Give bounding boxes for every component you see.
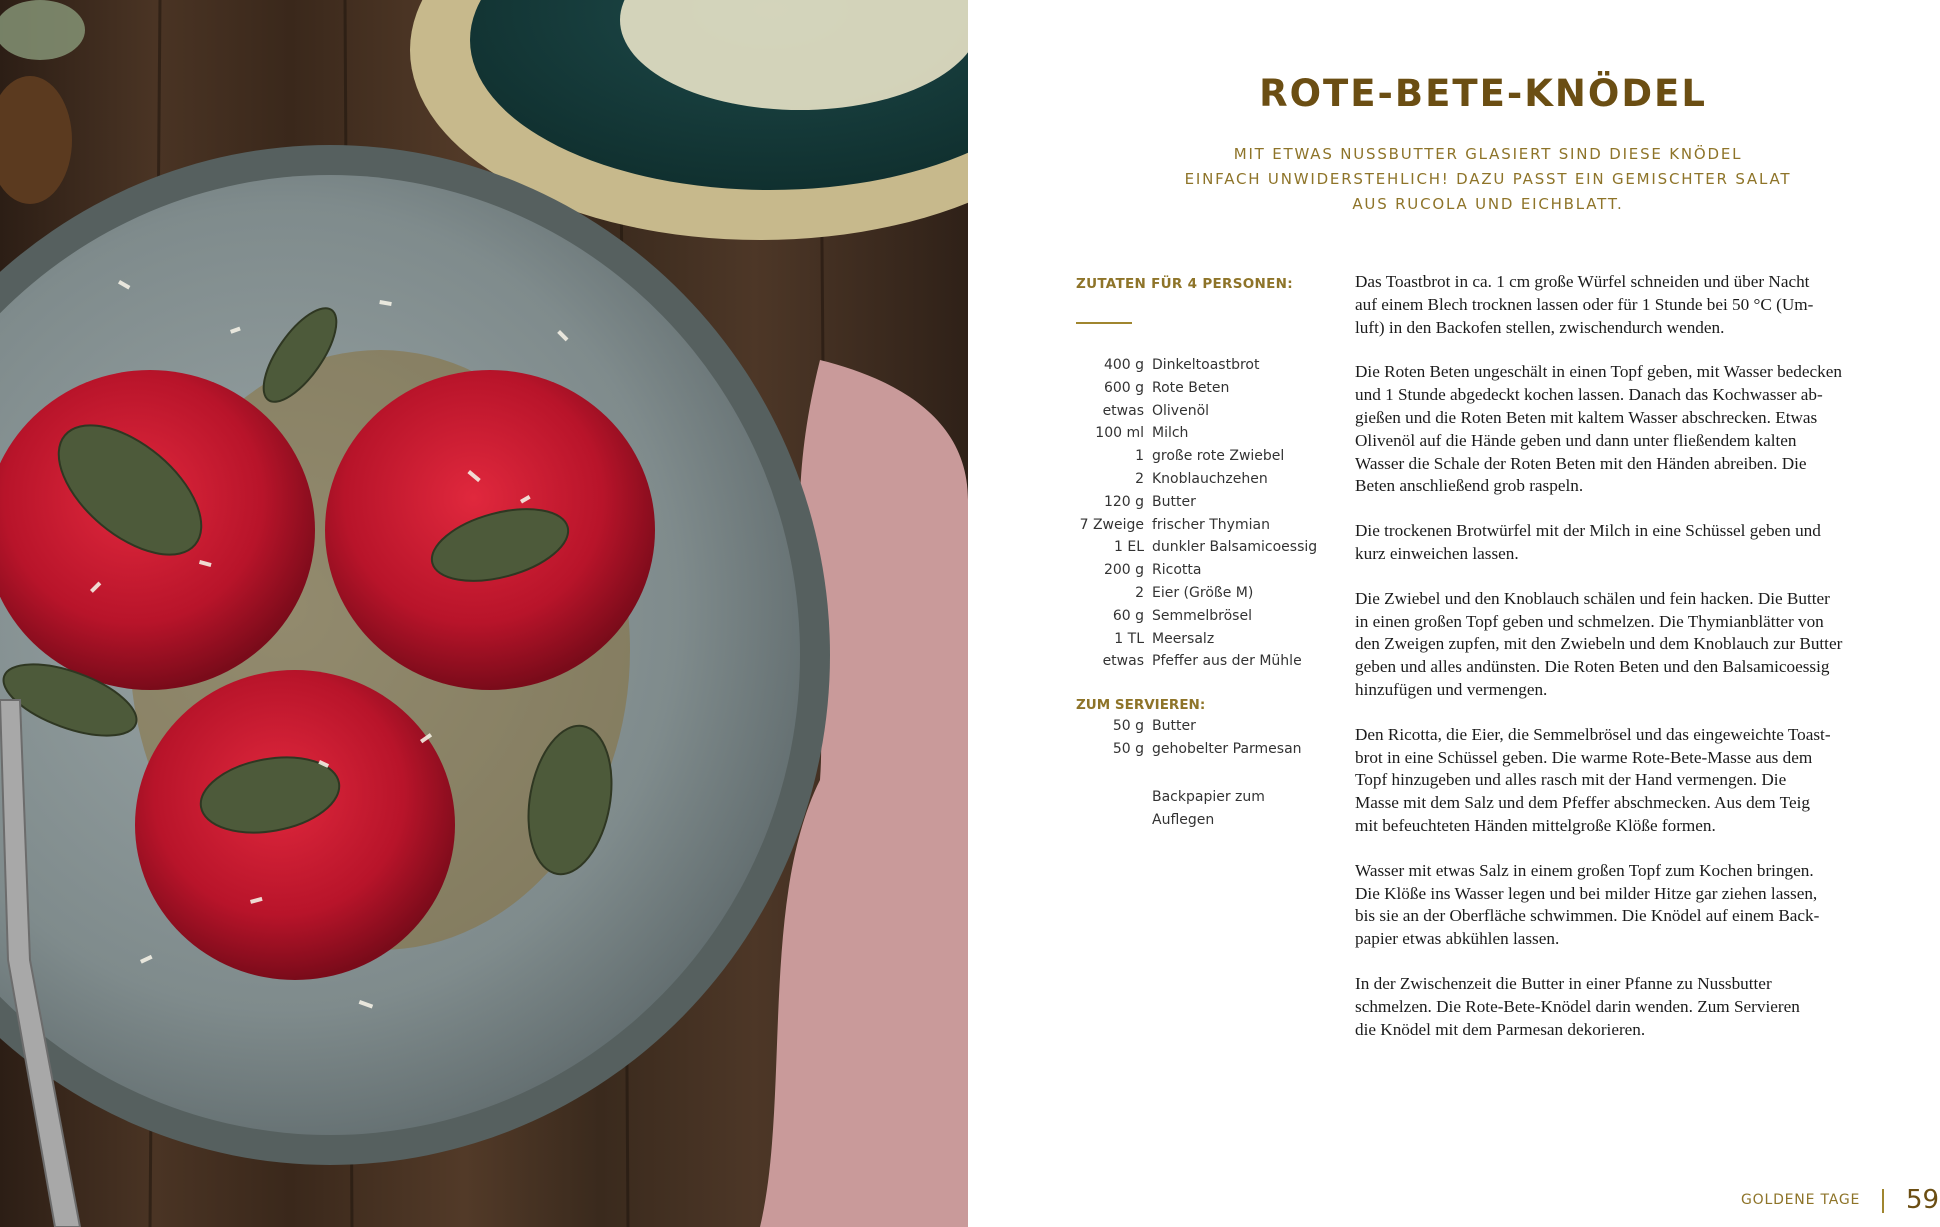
ingredient-quantity: 600 g (1103, 379, 1144, 396)
method-paragraph (1355, 361, 1915, 498)
ingredient-quantity: 1 TL (1114, 630, 1144, 647)
ingredient-quantity: 60 g (1112, 607, 1144, 624)
method-paragraph (1355, 973, 1915, 1041)
ingredient-row (1068, 403, 1328, 426)
serving-note (1152, 786, 1312, 831)
serving-heading: ZUM SERVIEREN: (1076, 697, 1206, 713)
recipe-title: ROTE-BETE-KNÖDEL (1259, 72, 1707, 115)
method-line: brot in eine Schüssel geben. Die warme Rote-Bete-Masse aus dem (1355, 747, 1813, 767)
method-line: auf einem Blech trocknen lassen oder für 1 Stunde bei 50 °C (Um- (1355, 294, 1814, 314)
ingredient-name: Olivenöl (1152, 402, 1210, 419)
subtitle-line: MIT ETWAS NUSSBUTTER GLASIERT SIND DIESE KNÖDEL (1233, 145, 1743, 163)
method-line: Die Zwiebel und den Knoblauch schälen und fein hacken. Die Butter (1355, 588, 1830, 608)
ingredient-row (1068, 585, 1328, 608)
ingredient-quantity: 1 EL (1113, 539, 1144, 556)
method-line: Masse mit dem Salz und dem Pfeffer abschmecken. Aus dem Teig (1355, 793, 1810, 813)
ingredient-quantity: 400 g (1103, 357, 1144, 373)
serving-name: gehobelter Parmesan (1152, 740, 1302, 757)
ingredient-quantity: 120 g (1103, 493, 1144, 510)
ingredient-name: große rote Zwiebel (1152, 448, 1285, 465)
ingredient-name: Butter (1152, 493, 1196, 510)
ingredient-row (1068, 539, 1328, 562)
ingredient-quantity: 1 (1135, 448, 1144, 465)
ingredients-list (1068, 357, 1328, 676)
recipe-page (968, 0, 1940, 1227)
serving-name: Butter (1152, 718, 1196, 734)
ingredient-row (1068, 471, 1328, 494)
ingredient-name: Rote Beten (1152, 379, 1230, 396)
footer-section-label: GOLDENE TAGE (1741, 1192, 1861, 1208)
ingredient-row (1068, 494, 1328, 517)
ingredient-row (1068, 357, 1328, 380)
method-line: den Zweigen zupfen, mit den Zwiebeln und dem Knoblauch zur Butter (1355, 634, 1843, 654)
ingredient-row (1068, 608, 1328, 631)
ingredient-row (1068, 653, 1328, 676)
method-line: und 1 Stunde abgedeckt kochen lassen. Danach das Kochwasser ab- (1355, 385, 1823, 405)
ingredient-name: Semmelbrösel (1152, 607, 1252, 624)
ingredient-quantity: etwas (1102, 653, 1144, 670)
method-line: die Knödel mit dem Parmesan dekorieren. (1355, 1019, 1646, 1039)
ingredient-name: Eier (Größe M) (1152, 584, 1254, 601)
ingredient-name: Knoblauchzehen (1152, 470, 1268, 487)
serving-note-line: Auflegen (1152, 811, 1215, 828)
method-line: Wasser mit etwas Salz in einem großen Topf zum Kochen bringen. (1355, 860, 1814, 880)
method-paragraph (1355, 860, 1915, 951)
method-line: Den Ricotta, die Eier, die Semmelbrösel und das eingeweichte Toast- (1355, 724, 1831, 744)
method-line: kurz einweichen lassen. (1355, 543, 1519, 563)
ingredient-row (1068, 631, 1328, 654)
ingredient-row (1068, 448, 1328, 471)
ingredients-heading: ZUTATEN FÜR 4 PERSONEN: (1076, 276, 1293, 292)
method-paragraph (1355, 588, 1915, 702)
method-line: Beten anschließend grob raspeln. (1355, 476, 1584, 496)
ingredient-row (1068, 517, 1328, 540)
serving-note-line: Backpapier zum (1152, 789, 1265, 805)
photo-illustration (0, 0, 968, 1227)
method-line: Das Toastbrot in ca. 1 cm große Würfel schneiden und über Nacht (1355, 272, 1810, 291)
ingredient-name: Dinkeltoastbrot (1152, 357, 1260, 373)
serving-quantity: 50 g (1112, 718, 1144, 734)
ingredient-row (1068, 380, 1328, 403)
serving-quantity: 50 g (1112, 740, 1144, 757)
serving-list (1068, 718, 1328, 764)
page-number: 59 (1906, 1185, 1940, 1215)
method-line: schmelzen. Die Rote-Bete-Knödel darin wenden. Zum Servieren (1355, 996, 1800, 1016)
pine-cone (0, 76, 72, 204)
ingredient-quantity: 100 ml (1095, 425, 1144, 442)
ingredient-quantity: 2 (1135, 584, 1144, 601)
method-paragraph (1355, 520, 1915, 566)
serving-row (1068, 741, 1328, 764)
method-line: Die Klöße ins Wasser legen und bei milder Hitze gar ziehen lassen, (1355, 883, 1818, 903)
method-line: papier etwas abkühlen lassen. (1355, 929, 1560, 949)
ingredient-name: Ricotta (1152, 562, 1202, 579)
method-line: Die trockenen Brotwürfel mit der Milch in eine Schüssel geben und (1355, 521, 1821, 541)
ingredient-quantity: etwas (1102, 402, 1144, 419)
method-line: luft) in den Backofen stellen, zwischendurch wenden. (1355, 317, 1725, 337)
ingredient-quantity: 200 g (1103, 562, 1144, 579)
ingredient-name: Milch (1152, 425, 1189, 442)
subtitle-line: AUS RUCOLA UND EICHBLATT. (1352, 195, 1624, 213)
footer-divider (1882, 1189, 1884, 1213)
ingredient-name: frischer Thymian (1152, 516, 1270, 533)
method-line: Topf hinzugeben und alles rasch mit der Hand vermengen. Die (1355, 770, 1787, 790)
ingredient-name: Pfeffer aus der Mühle (1152, 653, 1302, 670)
recipe-subtitle (1118, 142, 1858, 217)
method-line: geben und alles andünsten. Die Roten Beten und den Balsamicoessig (1355, 657, 1830, 677)
ingredient-quantity: 2 (1135, 470, 1144, 487)
method-line: in einen großen Topf geben und schmelzen. Die Thymianblätter von (1355, 611, 1824, 631)
method-line: Die Roten Beten ungeschält in einen Topf geben, mit Wasser bedecken (1355, 362, 1842, 382)
ingredients-divider (1076, 322, 1132, 324)
method-line: In der Zwischenzeit die Butter in einer Pfanne zu Nussbutter (1355, 973, 1772, 993)
method-paragraph (1355, 724, 1915, 838)
method-paragraph (1355, 271, 1915, 339)
method-line: gießen und die Roten Beten mit kaltem Wasser abschrecken. Etwas (1355, 407, 1818, 427)
recipe-photo (0, 0, 968, 1227)
ingredient-row (1068, 425, 1328, 448)
method-line: bis sie an der Oberfläche schwimmen. Die Knödel auf einem Back- (1355, 906, 1820, 926)
method-line: hinzufügen und vermengen. (1355, 679, 1548, 699)
subtitle-line: EINFACH UNWIDERSTEHLICH! DAZU PASST EIN GEMISCHTER SALAT (1184, 170, 1792, 188)
serving-row (1068, 718, 1328, 741)
method-line: Olivenöl auf die Hände geben und dann unter fließendem kalten (1355, 430, 1797, 450)
method-text (1355, 271, 1915, 1063)
method-line: Wasser die Schale der Roten Beten mit den Händen abreiben. Die (1355, 453, 1807, 473)
ingredient-quantity: 7 Zweige (1079, 516, 1144, 533)
ingredient-name: dunkler Balsamicoessig (1152, 539, 1318, 556)
ingredient-name: Meersalz (1152, 630, 1215, 647)
ingredient-row (1068, 562, 1328, 585)
method-line: mit befeuchteten Händen mittelgroße Klöße formen. (1355, 815, 1716, 835)
